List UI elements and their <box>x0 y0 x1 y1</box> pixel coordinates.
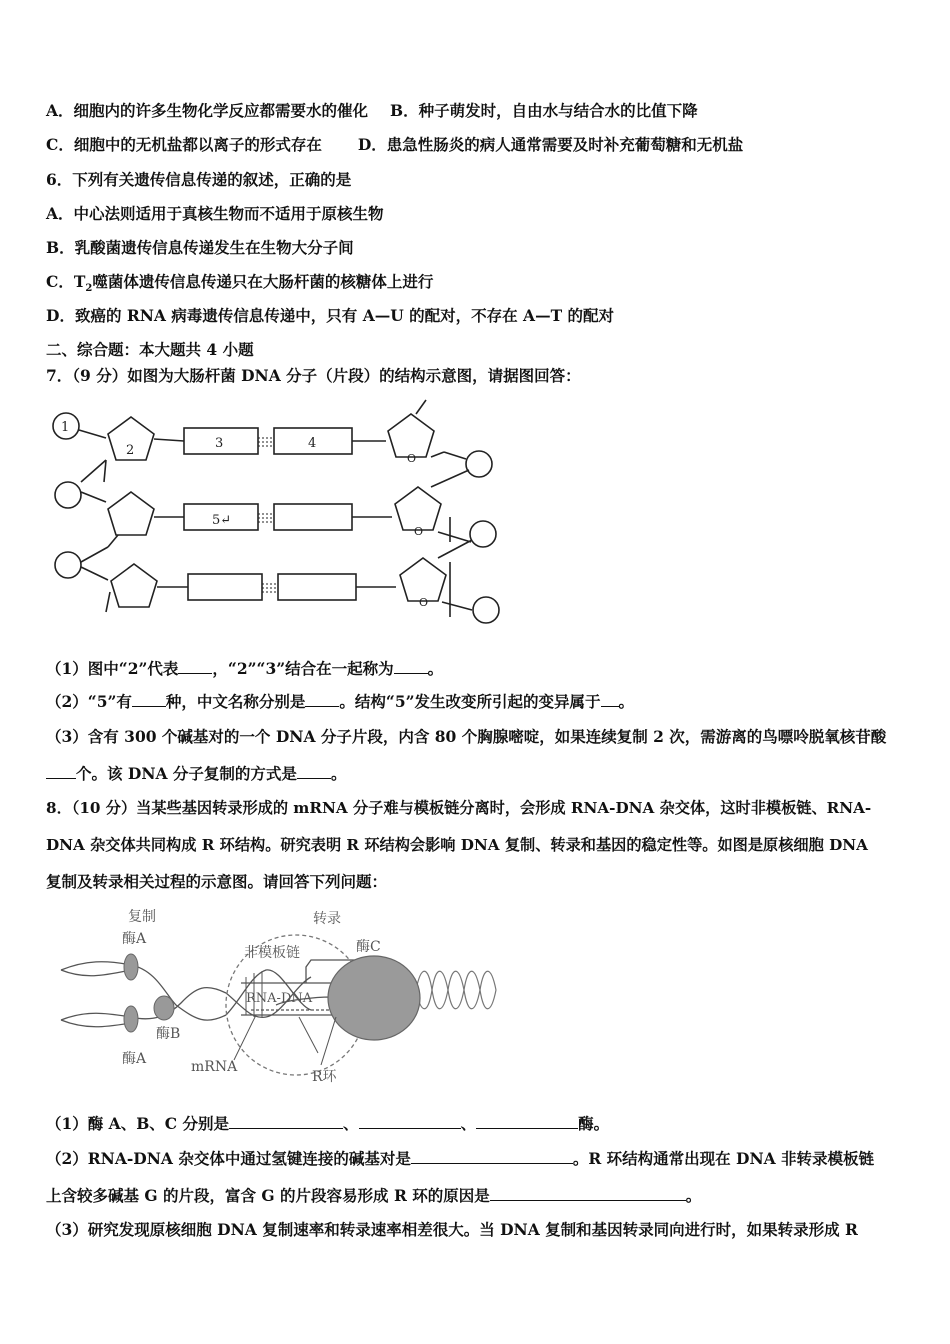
q6-stem: 6．下列有关遗传信息传递的叙述，正确的是 <box>46 170 352 189</box>
answer-blank[interactable] <box>394 659 428 674</box>
q5-option-b: B．种子萌发时，自由水与结合水的比值下降 <box>390 101 698 120</box>
q8-stem-line2: DNA 杂交体共同构成 R 环结构。研究表明 R 环结构会影响 DNA 复制、转录和基因的稳定性等。如图是原核细胞 DNA <box>46 836 868 854</box>
phosphate-right-2 <box>470 521 496 547</box>
label-o-1: O <box>407 452 417 465</box>
sugar-right-1 <box>388 414 434 457</box>
enzyme-a-bottom-shape <box>124 1006 138 1032</box>
answer-blank[interactable] <box>229 1114 343 1129</box>
label-o-3: O <box>419 596 429 609</box>
label-4: 4 <box>308 436 317 451</box>
q8-part3: （3）研究发现原核细胞 DNA 复制速率和转录速率相差很大。当 DNA 复制和基因转录同向进行时，如果转录形成 R <box>46 1220 858 1239</box>
enzyme-b-shape <box>154 996 174 1020</box>
sugar-right-2 <box>395 487 441 530</box>
dna-structure-figure <box>46 392 516 630</box>
answer-blank[interactable] <box>476 1114 578 1129</box>
q5-option-c: C．细胞中的无机盐都以离子的形式存在 <box>46 135 322 154</box>
label-5: 5↵ <box>212 513 232 528</box>
sugar-right-3 <box>400 558 446 601</box>
answer-blank[interactable] <box>305 692 339 707</box>
q7-part3-line2: 个。该 DNA 分子复制的方式是 。 <box>46 764 346 784</box>
label-zhuanlu: 转录 <box>313 911 341 927</box>
base-right-2 <box>274 504 352 530</box>
q6-option-c-sub: 2 <box>85 283 93 295</box>
base-left-3 <box>188 574 262 600</box>
q7-part2: （2）“5”有 种，中文名称分别是 。结构“5”发生改变所引起的变异属于 。 <box>46 692 635 711</box>
strand-top-left <box>61 962 226 1020</box>
phosphate-right-1 <box>466 451 492 477</box>
answer-blank[interactable] <box>178 659 212 674</box>
q8-part2-line2: 上含较多碱基 G 的片段，富含 G 的片段容易形成 R 环的原因是 。 <box>46 1186 702 1205</box>
label-mei-a-top: 酶A <box>122 931 147 947</box>
answer-blank[interactable] <box>601 692 619 707</box>
sugar-left-2 <box>108 492 154 535</box>
label-1: 1 <box>61 420 70 435</box>
label-mei-a-bottom: 酶A <box>122 1051 147 1067</box>
q8-stem-line3: 复制及转录相关过程的示意图。请回答下列问题： <box>46 872 388 891</box>
answer-blank[interactable] <box>132 692 166 707</box>
label-mei-c: 酶C <box>356 939 381 955</box>
label-3: 3 <box>215 436 224 451</box>
q7-part3-line1: （3）含有 300 个碱基对的一个 DNA 分子片段，内含 80 个胸腺嘧啶，如果连续复制 2 次，需游离的鸟嘌呤脱氧核苷酸 <box>46 727 887 746</box>
q6-option-c-post: 噬菌体遗传信息传递只在大肠杆菌的核糖体上进行 <box>92 272 434 291</box>
phosphate-left-3 <box>55 552 81 578</box>
section-heading: 二、综合题：本大题共 4 小题 <box>46 340 254 359</box>
label-2: 2 <box>126 443 135 458</box>
label-rna-dna: RNA-DNA <box>246 991 313 1006</box>
answer-blank[interactable] <box>490 1186 686 1201</box>
q8-part1: （1）酶 A、B、C 分别是 、 、 酶。 <box>46 1114 610 1133</box>
answer-blank[interactable] <box>46 764 76 779</box>
q6-option-c <box>46 272 433 299</box>
answer-blank[interactable] <box>411 1149 573 1164</box>
q6-option-c-pre: C．T <box>46 272 86 291</box>
q6-option-b: B．乳酸菌遗传信息传递发生在生物大分子间 <box>46 238 354 257</box>
phosphate-left-2 <box>55 482 81 508</box>
label-r-loop: R环 <box>312 1069 337 1085</box>
phosphate-right-3 <box>473 597 499 623</box>
sugar-left-3 <box>111 564 157 607</box>
label-mrna: mRNA <box>191 1059 238 1075</box>
label-fuzhi: 复制 <box>128 909 156 925</box>
q8-part2-line1: （2）RNA-DNA 杂交体中通过氢键连接的碱基对是 。R 环结构通常出现在 DNA 非转录模板链 <box>46 1149 875 1168</box>
q5-options-row1 <box>46 101 698 121</box>
r-loop-figure <box>56 905 506 1095</box>
label-feimoban: 非模板链 <box>244 945 300 961</box>
q5-option-a: A．细胞内的许多生物化学反应都需要水的催化 <box>46 101 369 120</box>
base-right-3 <box>278 574 356 600</box>
q5-options-row2 <box>46 135 743 155</box>
q6-option-d: D．致癌的 RNA 病毒遗传信息传递中，只有 A—U 的配对，不存在 A—T 的配对 <box>46 306 614 325</box>
q8-stem-line1: 8．（10 分）当某些基因转录形成的 mRNA 分子难与模板链分离时，会形成 RNA-DNA 杂交体，这时非模板链、RNA- <box>46 799 872 817</box>
q7-part1: （1）图中“2”代表 ，“2”“3”结合在一起称为 。 <box>46 659 444 678</box>
strand-bottom-left <box>61 988 226 1020</box>
answer-blank[interactable] <box>297 764 331 779</box>
enzyme-c-shape <box>328 956 420 1040</box>
label-mei-b: 酶B <box>156 1026 181 1042</box>
q7-stem: 7．（9 分）如图为大肠杆菌 DNA 分子（片段）的结构示意图，请据图回答： <box>46 366 581 385</box>
q5-option-d: D．患急性肠炎的病人通常需要及时补充葡萄糖和无机盐 <box>357 135 744 154</box>
q6-option-a: A．中心法则适用于真核生物而不适用于原核生物 <box>46 204 384 223</box>
label-o-2: O <box>414 525 424 538</box>
answer-blank[interactable] <box>359 1114 461 1129</box>
enzyme-a-top-shape <box>124 954 138 980</box>
